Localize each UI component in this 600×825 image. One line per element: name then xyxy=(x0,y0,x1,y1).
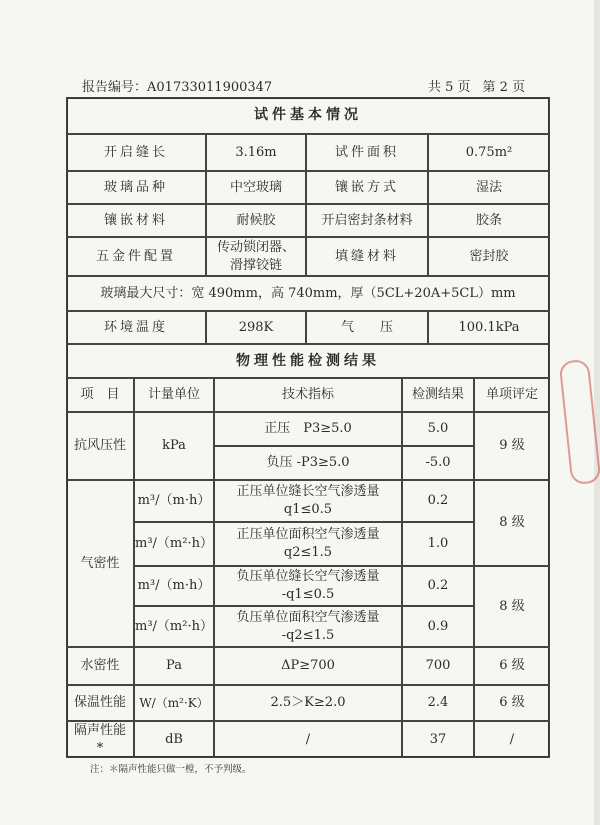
label-specimen-area: 试件面积 xyxy=(306,134,428,171)
spec-air-pos-area xyxy=(214,522,402,566)
label-air-pressure: 气 压 xyxy=(306,311,428,344)
unit-air-neg-length: m³/（m·h） xyxy=(134,566,214,606)
basic-section-title: 试件基本情况 xyxy=(66,97,550,134)
value-opening-length: 3.16m xyxy=(206,134,306,171)
report-number-label: 报告编号： xyxy=(82,80,148,95)
spec-air-neg-length xyxy=(214,566,402,606)
result-sound-insulation: 37 xyxy=(402,721,474,758)
value-specimen-area: 0.75m² xyxy=(428,134,550,171)
value-joint-filling: 密封胶 xyxy=(428,237,550,276)
result-thermal-insulation: 2.4 xyxy=(402,685,474,721)
spec-air-neg-length-line2: -q1≤0.5 xyxy=(281,587,335,602)
unit-water-tightness: Pa xyxy=(134,647,214,685)
item-sound-insulation-label: 隔声性能 xyxy=(73,722,126,738)
page-number: 第 2 页 xyxy=(482,80,526,95)
spec-air-neg-length-line1: 负压单位缝长空气渗透量 xyxy=(236,569,380,585)
spec-air-neg-area xyxy=(214,606,402,647)
col-header-item: 项 目 xyxy=(66,378,134,412)
page-info xyxy=(428,76,537,95)
value-ambient-temperature: 298K xyxy=(206,311,306,344)
spec-wind-positive: 正压 P3≥5.0 xyxy=(214,412,402,446)
item-thermal-insulation: 保温性能 xyxy=(66,685,134,721)
item-sound-insulation xyxy=(66,721,134,758)
item-air-tightness: 气密性 xyxy=(66,480,134,647)
unit-wind-resistance: kPa xyxy=(134,412,214,480)
total-pages: 共 5 页 xyxy=(428,80,471,95)
unit-air-pos-area: m³/（m²·h） xyxy=(134,522,214,566)
col-header-spec: 技术指标 xyxy=(214,378,402,412)
spec-thermal-insulation: 2.5＞K≥2.0 xyxy=(214,685,402,721)
report-number-value: A01733011900347 xyxy=(147,80,273,95)
spec-air-pos-area-line1: 正压单位面积空气渗透量 xyxy=(236,527,380,543)
result-air-pos-area: 1.0 xyxy=(402,522,474,566)
grade-wind-resistance: 9 级 xyxy=(474,412,550,480)
spec-air-pos-length xyxy=(214,480,402,522)
label-glass-type: 玻璃品种 xyxy=(66,171,206,204)
col-header-grade: 单项评定 xyxy=(474,378,550,412)
item-water-tightness: 水密性 xyxy=(66,647,134,685)
value-seal-strip-material: 胶条 xyxy=(428,204,550,237)
unit-air-neg-area: m³/（m²·h） xyxy=(134,606,214,647)
glass-max-size: 玻璃最大尺寸：宽 490mm，高 740mm，厚（5CL+20A+5CL）mm xyxy=(66,276,550,311)
item-wind-resistance: 抗风压性 xyxy=(66,412,134,480)
label-hardware: 五金件配置 xyxy=(66,237,206,276)
result-air-pos-length: 0.2 xyxy=(402,480,474,522)
spec-water-tightness: ΔP≥700 xyxy=(214,647,402,685)
spec-air-pos-length-line1: 正压单位缝长空气渗透量 xyxy=(236,484,380,500)
item-sound-insulation-mark: * xyxy=(96,740,104,756)
result-wind-positive: 5.0 xyxy=(402,412,474,446)
unit-air-pos-length: m³/（m·h） xyxy=(134,480,214,522)
unit-sound-insulation: dB xyxy=(134,721,214,758)
unit-thermal-insulation: W/（m²·K） xyxy=(134,685,214,721)
results-section-title: 物理性能检测结果 xyxy=(66,344,550,378)
report-number xyxy=(82,76,272,95)
grade-thermal-insulation: 6 级 xyxy=(474,685,550,721)
label-joint-filling: 填缝材料 xyxy=(306,237,428,276)
spec-wind-negative: 负压 -P3≥5.0 xyxy=(214,446,402,480)
value-glazing-material: 耐候胶 xyxy=(206,204,306,237)
footnote: 注：＊隔声性能只做一樘，不予判级。 xyxy=(90,764,252,775)
page-edge xyxy=(594,0,600,825)
col-header-unit: 计量单位 xyxy=(134,378,214,412)
spec-sound-insulation: / xyxy=(214,721,402,758)
result-air-neg-length: 0.2 xyxy=(402,566,474,606)
spec-air-neg-area-line2: -q2≤1.5 xyxy=(281,627,335,643)
grade-air-negative: 8 级 xyxy=(474,566,550,647)
spec-air-pos-length-line2: q1≤0.5 xyxy=(283,502,333,517)
result-water-tightness: 700 xyxy=(402,647,474,685)
grade-sound-insulation: / xyxy=(474,721,550,758)
spec-air-pos-area-line2: q2≤1.5 xyxy=(283,545,333,560)
label-opening-length: 开启缝长 xyxy=(66,134,206,171)
value-hardware: 传动锁闭器、滑撑铰链 xyxy=(206,237,306,276)
label-glazing-material: 镶嵌材料 xyxy=(66,204,206,237)
value-glazing-method: 湿法 xyxy=(428,171,550,204)
value-glass-type: 中空玻璃 xyxy=(206,171,306,204)
spec-air-neg-area-line1: 负压单位面积空气渗透量 xyxy=(236,609,380,625)
result-wind-negative: -5.0 xyxy=(402,446,474,480)
grade-water-tightness: 6 级 xyxy=(474,647,550,685)
col-header-result: 检测结果 xyxy=(402,378,474,412)
grade-air-positive: 8 级 xyxy=(474,480,550,566)
result-air-neg-area: 0.9 xyxy=(402,606,474,647)
label-ambient-temperature: 环境温度 xyxy=(66,311,206,344)
label-glazing-method: 镶嵌方式 xyxy=(306,171,428,204)
label-seal-strip-material: 开启密封条材料 xyxy=(306,204,428,237)
value-air-pressure: 100.1kPa xyxy=(428,311,550,344)
